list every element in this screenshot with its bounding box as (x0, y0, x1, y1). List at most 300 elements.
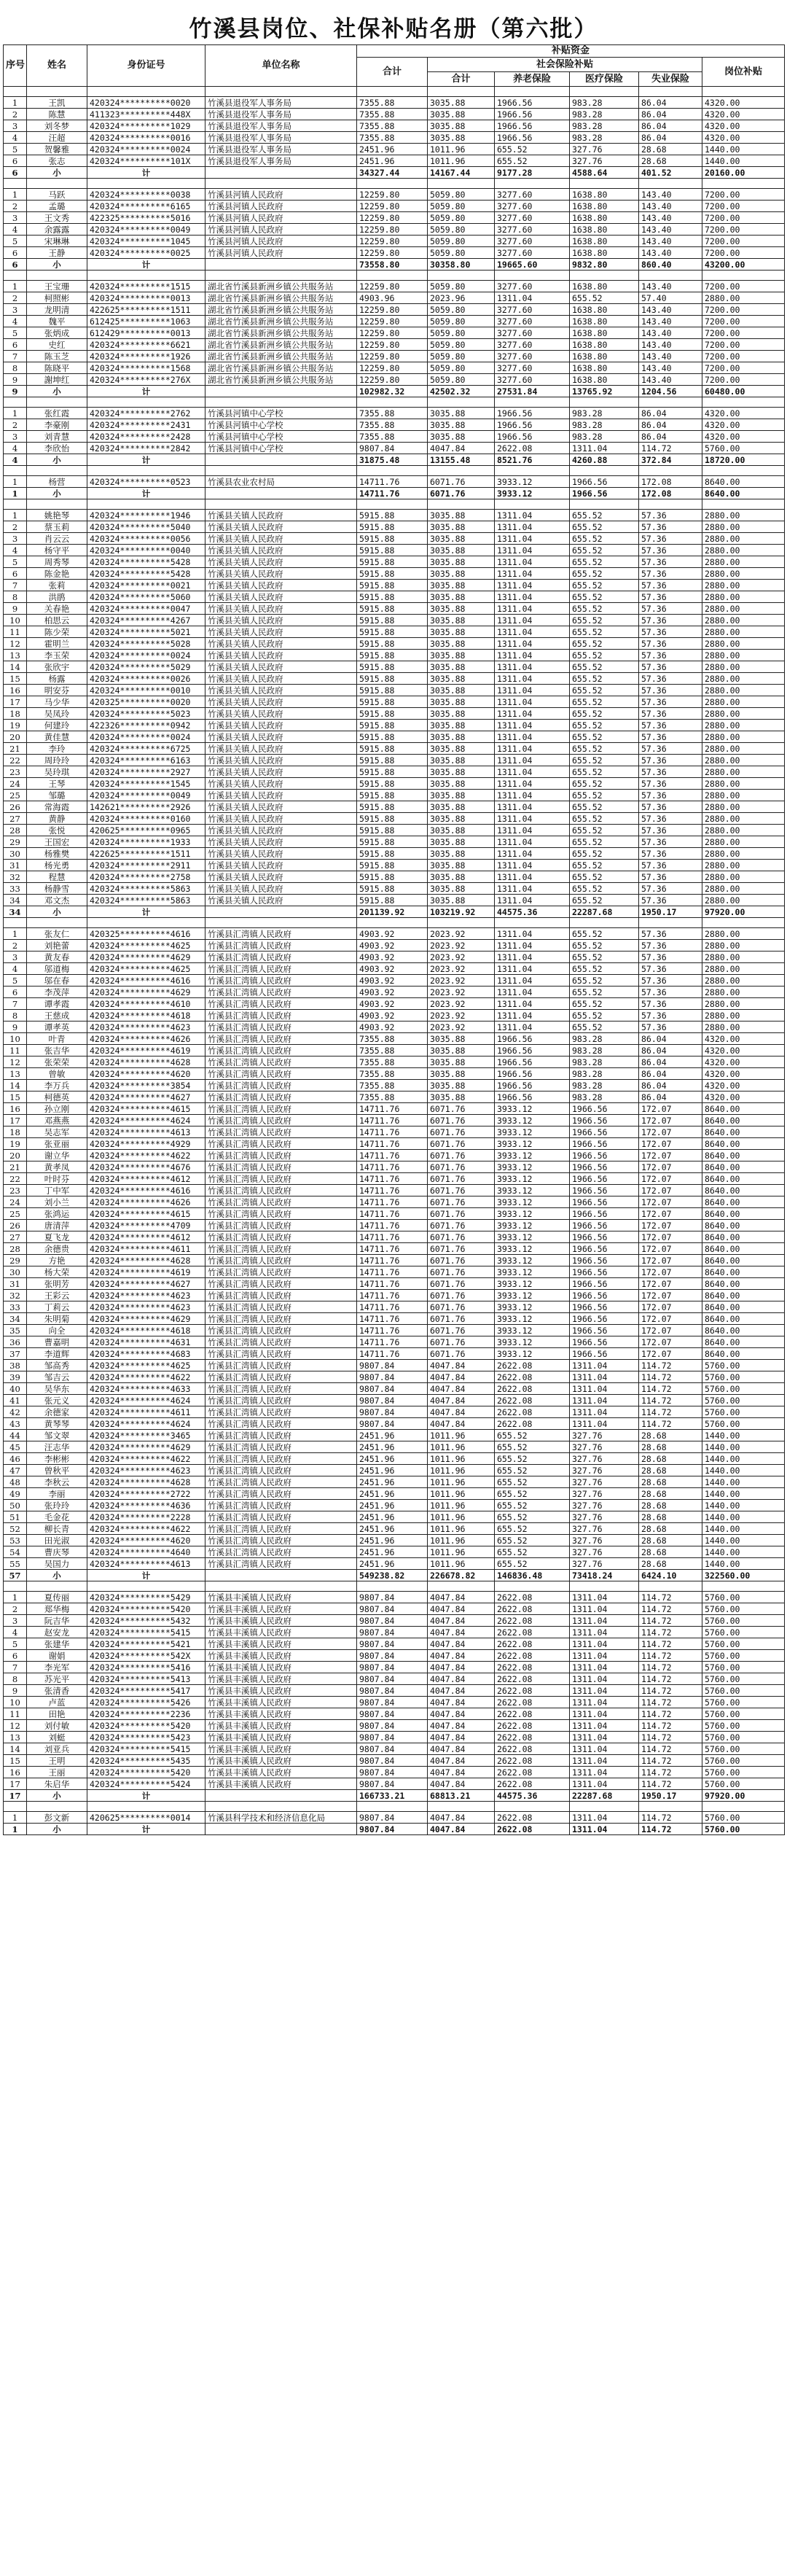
row-total: 2451.96 (357, 1465, 428, 1476)
row-id: 420324**********2911 (87, 860, 205, 871)
subtotal-row (4, 1824, 785, 1835)
row-pension: 3933.12 (495, 1150, 570, 1161)
row-post: 2880.00 (702, 615, 785, 626)
row-id: 420324**********4626 (87, 1196, 205, 1208)
row-name: 王彩云 (27, 1290, 87, 1301)
row-post: 7200.00 (702, 316, 785, 327)
row-medical: 1966.56 (570, 1301, 639, 1313)
row-name: 刘冬梦 (27, 120, 87, 132)
row-seq: 32 (4, 1290, 27, 1301)
row-social-total: 3035.88 (428, 431, 495, 443)
row-id: 420324**********6165 (87, 201, 205, 212)
table-row (4, 1743, 785, 1755)
subtotal-label: 小 (27, 386, 87, 397)
row-unit: 竹溪县丰溪镇人民政府 (205, 1755, 357, 1767)
row-social-total: 6071.76 (428, 1208, 495, 1220)
row-pension: 1311.04 (495, 825, 570, 836)
row-id: 420324**********6725 (87, 743, 205, 755)
row-total: 4903.92 (357, 940, 428, 952)
row-pension: 1311.04 (495, 1022, 570, 1033)
row-unit: 竹溪县关镇人民政府 (205, 708, 357, 720)
row-id: 420324**********4676 (87, 1161, 205, 1173)
row-unemployment: 114.72 (639, 1627, 702, 1638)
table-row (4, 940, 785, 952)
row-pension: 1311.04 (495, 591, 570, 603)
row-total: 9807.84 (357, 1395, 428, 1406)
subtotal-medical: 4588.64 (570, 167, 639, 179)
row-id: 420324**********5423 (87, 1732, 205, 1743)
row-name: 刘付敏 (27, 1720, 87, 1732)
row-unit: 竹溪县汇湾镇人民政府 (205, 975, 357, 987)
row-pension: 655.52 (495, 1558, 570, 1570)
row-total: 9807.84 (357, 1406, 428, 1418)
row-post: 2880.00 (702, 801, 785, 813)
subtotal-social-total: 14167.44 (428, 167, 495, 179)
row-name: 关春艳 (27, 603, 87, 615)
row-name: 柏思云 (27, 615, 87, 626)
row-id: 420324**********1515 (87, 281, 205, 292)
row-pension: 3933.12 (495, 476, 570, 488)
row-social-total: 3035.88 (428, 568, 495, 580)
row-unemployment: 57.36 (639, 963, 702, 975)
row-post: 8640.00 (702, 1126, 785, 1138)
row-seq: 14 (4, 1080, 27, 1092)
table-row (4, 1720, 785, 1732)
row-total: 9807.84 (357, 1778, 428, 1790)
row-unemployment: 172.07 (639, 1278, 702, 1290)
row-medical: 327.76 (570, 1523, 639, 1535)
table-row (4, 1778, 785, 1790)
row-total: 9807.84 (357, 1697, 428, 1708)
row-unemployment: 114.72 (639, 443, 702, 454)
row-seq: 41 (4, 1395, 27, 1406)
row-id: 420324**********4610 (87, 998, 205, 1010)
row-name: 王琴 (27, 778, 87, 790)
row-unemployment: 28.68 (639, 1535, 702, 1546)
row-id: 420324**********1545 (87, 778, 205, 790)
row-medical: 1966.56 (570, 1255, 639, 1266)
row-pension: 655.52 (495, 1535, 570, 1546)
table-row (4, 696, 785, 708)
spacer-cell (570, 87, 639, 97)
row-id: 420324**********0013 (87, 292, 205, 304)
row-post: 7200.00 (702, 374, 785, 386)
subtotal-total: 31875.48 (357, 454, 428, 466)
row-medical: 655.52 (570, 673, 639, 685)
row-social-total: 4047.84 (428, 1708, 495, 1720)
row-seq: 29 (4, 836, 27, 848)
row-unemployment: 114.72 (639, 1371, 702, 1383)
row-social-total: 1011.96 (428, 1430, 495, 1441)
row-unit: 竹溪县汇湾镇人民政府 (205, 1453, 357, 1465)
row-pension: 655.52 (495, 1500, 570, 1511)
row-social-total: 6071.76 (428, 1313, 495, 1325)
spacer-cell (428, 1802, 495, 1812)
row-unit: 竹溪县关镇人民政府 (205, 521, 357, 533)
table-row (4, 339, 785, 351)
table-row (4, 603, 785, 615)
row-unemployment: 28.68 (639, 144, 702, 155)
row-medical: 327.76 (570, 1546, 639, 1558)
table-row (4, 1558, 785, 1570)
row-total: 2451.96 (357, 1453, 428, 1465)
row-unemployment: 57.36 (639, 825, 702, 836)
row-pension: 1311.04 (495, 860, 570, 871)
subtotal-count: 57 (4, 1570, 27, 1581)
row-medical: 1966.56 (570, 1173, 639, 1185)
subtotal-row (4, 1570, 785, 1581)
spacer-cell (357, 271, 428, 281)
row-post: 2880.00 (702, 673, 785, 685)
row-pension: 2622.08 (495, 1638, 570, 1650)
row-social-total: 1011.96 (428, 1511, 495, 1523)
subtotal-total: 14711.76 (357, 488, 428, 499)
subtotal-row (4, 386, 785, 397)
row-unemployment: 28.68 (639, 1430, 702, 1441)
row-social-total: 6071.76 (428, 476, 495, 488)
row-name: 黄琴琴 (27, 1418, 87, 1430)
row-pension: 1311.04 (495, 813, 570, 825)
row-total: 12259.80 (357, 316, 428, 327)
row-id: 420324**********3854 (87, 1080, 205, 1092)
row-social-total: 5059.80 (428, 224, 495, 236)
row-seq: 24 (4, 1196, 27, 1208)
row-id: 420324**********4619 (87, 1045, 205, 1057)
row-seq: 15 (4, 1092, 27, 1103)
row-medical: 1311.04 (570, 1743, 639, 1755)
row-unit: 竹溪县关镇人民政府 (205, 626, 357, 638)
row-total: 7355.88 (357, 1057, 428, 1068)
table-row (4, 1173, 785, 1185)
row-unemployment: 28.68 (639, 1488, 702, 1500)
row-seq: 2 (4, 109, 27, 120)
subtotal-medical: 1311.04 (570, 1824, 639, 1835)
row-unit: 竹溪县汇湾镇人民政府 (205, 1092, 357, 1103)
spacer-cell (495, 499, 570, 510)
row-post: 5760.00 (702, 1383, 785, 1395)
row-post: 7200.00 (702, 281, 785, 292)
row-unemployment: 143.40 (639, 189, 702, 201)
table-row (4, 743, 785, 755)
row-id: 420324**********4611 (87, 1406, 205, 1418)
row-post: 5760.00 (702, 1406, 785, 1418)
row-seq: 51 (4, 1511, 27, 1523)
row-unit: 竹溪县关镇人民政府 (205, 615, 357, 626)
row-pension: 1311.04 (495, 801, 570, 813)
row-name: 陈慧 (27, 109, 87, 120)
row-id: 420625**********0014 (87, 1812, 205, 1824)
row-id: 420324**********1029 (87, 120, 205, 132)
row-id: 420324**********2758 (87, 871, 205, 883)
row-name: 吴志军 (27, 1126, 87, 1138)
row-pension: 3277.60 (495, 351, 570, 362)
row-id: 420324**********0049 (87, 790, 205, 801)
row-social-total: 3035.88 (428, 766, 495, 778)
row-social-total: 3035.88 (428, 860, 495, 871)
row-post: 4320.00 (702, 1033, 785, 1045)
row-pension: 2622.08 (495, 1720, 570, 1732)
row-id: 420324**********5420 (87, 1767, 205, 1778)
row-total: 2451.96 (357, 1523, 428, 1535)
row-id: 420324**********4683 (87, 1348, 205, 1360)
row-name: 杨大荣 (27, 1266, 87, 1278)
row-unit: 竹溪县关镇人民政府 (205, 755, 357, 766)
row-name: 吴玲琪 (27, 766, 87, 778)
row-name: 张鸿运 (27, 1208, 87, 1220)
table-row (4, 720, 785, 731)
row-social-total: 3035.88 (428, 790, 495, 801)
table-row (4, 545, 785, 556)
row-post: 5760.00 (702, 443, 785, 454)
row-unit: 竹溪县河镇人民政府 (205, 212, 357, 224)
row-post: 8640.00 (702, 1325, 785, 1336)
row-unit: 竹溪县河镇中心学校 (205, 408, 357, 419)
row-unit: 竹溪县汇湾镇人民政府 (205, 1476, 357, 1488)
row-unemployment: 57.36 (639, 871, 702, 883)
row-social-total: 2023.92 (428, 963, 495, 975)
row-medical: 1311.04 (570, 1638, 639, 1650)
row-unemployment: 28.68 (639, 1476, 702, 1488)
row-post: 5760.00 (702, 1697, 785, 1708)
row-unit: 竹溪县丰溪镇人民政府 (205, 1662, 357, 1673)
row-social-total: 6071.76 (428, 1150, 495, 1161)
row-post: 5760.00 (702, 1638, 785, 1650)
row-pension: 3933.12 (495, 1126, 570, 1138)
spacer-cell (428, 179, 495, 189)
row-unemployment: 143.40 (639, 327, 702, 339)
row-name: 曹庆琴 (27, 1546, 87, 1558)
table-row (4, 443, 785, 454)
group-spacer (4, 87, 785, 97)
subtotal-pension: 44575.36 (495, 1790, 570, 1802)
row-medical: 983.28 (570, 431, 639, 443)
row-post: 5760.00 (702, 1755, 785, 1767)
row-unit: 竹溪县汇湾镇人民政府 (205, 1336, 357, 1348)
row-pension: 3933.12 (495, 1336, 570, 1348)
row-medical: 655.52 (570, 801, 639, 813)
row-seq: 3 (4, 304, 27, 316)
row-medical: 655.52 (570, 836, 639, 848)
row-name: 肖云云 (27, 533, 87, 545)
row-pension: 3933.12 (495, 1103, 570, 1115)
subtotal-blank (205, 906, 357, 918)
row-medical: 1311.04 (570, 1371, 639, 1383)
row-seq: 4 (4, 443, 27, 454)
row-pension: 3933.12 (495, 1266, 570, 1278)
row-name: 邓文杰 (27, 895, 87, 906)
row-unit: 竹溪县关镇人民政府 (205, 533, 357, 545)
row-unemployment: 172.07 (639, 1301, 702, 1313)
subtotal-row (4, 259, 785, 271)
table-row (4, 247, 785, 259)
row-medical: 655.52 (570, 987, 639, 998)
row-post: 1440.00 (702, 1535, 785, 1546)
row-medical: 1638.80 (570, 316, 639, 327)
table-row (4, 580, 785, 591)
spacer-cell (428, 397, 495, 408)
row-pension: 3277.60 (495, 224, 570, 236)
row-unemployment: 114.72 (639, 1720, 702, 1732)
subtotal-total: 73558.80 (357, 259, 428, 271)
row-medical: 1311.04 (570, 1685, 639, 1697)
row-unit: 竹溪县丰溪镇人民政府 (205, 1650, 357, 1662)
row-unit: 竹溪县汇湾镇人民政府 (205, 1243, 357, 1255)
row-pension: 3933.12 (495, 1208, 570, 1220)
row-social-total: 6071.76 (428, 1115, 495, 1126)
row-total: 9807.84 (357, 1732, 428, 1743)
row-seq: 6 (4, 155, 27, 167)
row-seq: 1 (4, 97, 27, 109)
row-id: 612425**********1063 (87, 316, 205, 327)
row-post: 2880.00 (702, 963, 785, 975)
row-post: 2880.00 (702, 696, 785, 708)
row-pension: 3933.12 (495, 1220, 570, 1231)
row-social-total: 5059.80 (428, 316, 495, 327)
row-name: 谭孝霞 (27, 998, 87, 1010)
subtotal-pension: 44575.36 (495, 906, 570, 918)
row-name: 田光淑 (27, 1535, 87, 1546)
table-row (4, 1650, 785, 1662)
row-pension: 1311.04 (495, 510, 570, 521)
row-medical: 655.52 (570, 696, 639, 708)
row-post: 5760.00 (702, 1743, 785, 1755)
row-unemployment: 57.36 (639, 615, 702, 626)
row-social-total: 4047.84 (428, 1673, 495, 1685)
table-row (4, 1138, 785, 1150)
subtotal-count: 6 (4, 259, 27, 271)
spacer-cell (570, 397, 639, 408)
row-name: 刘亚兵 (27, 1743, 87, 1755)
row-unemployment: 114.72 (639, 1603, 702, 1615)
row-total: 14711.76 (357, 1325, 428, 1336)
row-unemployment: 143.40 (639, 339, 702, 351)
row-pension: 1311.04 (495, 638, 570, 650)
spacer-cell (205, 1581, 357, 1592)
row-id: 420324**********5060 (87, 591, 205, 603)
group-spacer (4, 271, 785, 281)
row-seq: 7 (4, 1662, 27, 1673)
row-social-total: 3035.88 (428, 615, 495, 626)
spacer-cell (702, 397, 785, 408)
row-post: 2880.00 (702, 836, 785, 848)
row-unemployment: 143.40 (639, 224, 702, 236)
row-name: 张元义 (27, 1395, 87, 1406)
row-total: 9807.84 (357, 443, 428, 454)
row-seq: 3 (4, 212, 27, 224)
row-medical: 655.52 (570, 743, 639, 755)
header-funds: 补贴资金 (357, 45, 785, 58)
row-unit: 竹溪县汇湾镇人民政府 (205, 1057, 357, 1068)
row-total: 5915.88 (357, 720, 428, 731)
row-unemployment: 57.36 (639, 928, 702, 940)
row-id: 420324**********101X (87, 155, 205, 167)
row-unit: 竹溪县汇湾镇人民政府 (205, 1150, 357, 1161)
row-seq: 2 (4, 1603, 27, 1615)
row-unit: 湖北省竹溪县新洲乡镇公共服务站 (205, 304, 357, 316)
row-name: 蔡玉莉 (27, 521, 87, 533)
row-seq: 3 (4, 1615, 27, 1627)
row-medical: 1311.04 (570, 1812, 639, 1824)
row-id: 420324**********4623 (87, 1301, 205, 1313)
row-unit: 竹溪县汇湾镇人民政府 (205, 1313, 357, 1325)
row-social-total: 6071.76 (428, 1290, 495, 1301)
row-post: 1440.00 (702, 1430, 785, 1441)
table-row (4, 731, 785, 743)
row-total: 5915.88 (357, 626, 428, 638)
row-social-total: 3035.88 (428, 638, 495, 650)
row-seq: 23 (4, 1185, 27, 1196)
row-total: 12259.80 (357, 339, 428, 351)
header-total: 合计 (357, 58, 428, 87)
row-post: 7200.00 (702, 351, 785, 362)
row-unit: 竹溪县关镇人民政府 (205, 801, 357, 813)
row-medical: 1966.56 (570, 1266, 639, 1278)
row-unemployment: 114.72 (639, 1755, 702, 1767)
row-name: 谢娟 (27, 1650, 87, 1662)
row-unemployment: 86.04 (639, 408, 702, 419)
row-medical: 655.52 (570, 778, 639, 790)
row-seq: 10 (4, 1033, 27, 1045)
table-row (4, 1045, 785, 1057)
row-medical: 983.28 (570, 1033, 639, 1045)
row-name: 田艳 (27, 1708, 87, 1720)
row-total: 7355.88 (357, 1092, 428, 1103)
row-unit: 竹溪县丰溪镇人民政府 (205, 1685, 357, 1697)
row-id: 420324**********5416 (87, 1662, 205, 1673)
spacer-cell (639, 397, 702, 408)
row-id: 422325**********5016 (87, 212, 205, 224)
row-total: 5915.88 (357, 848, 428, 860)
row-total: 14711.76 (357, 1255, 428, 1266)
row-unit: 竹溪县丰溪镇人民政府 (205, 1708, 357, 1720)
row-name: 李豪刚 (27, 419, 87, 431)
row-unit: 竹溪县汇湾镇人民政府 (205, 1208, 357, 1220)
row-total: 9807.84 (357, 1743, 428, 1755)
row-name: 彭文新 (27, 1812, 87, 1824)
row-unit: 竹溪县汇湾镇人民政府 (205, 940, 357, 952)
row-unemployment: 143.40 (639, 236, 702, 247)
row-name: 刘蜓 (27, 1732, 87, 1743)
row-pension: 1311.04 (495, 696, 570, 708)
row-social-total: 2023.92 (428, 1022, 495, 1033)
spacer-cell (4, 466, 27, 476)
row-unemployment: 172.07 (639, 1126, 702, 1138)
row-medical: 1311.04 (570, 1708, 639, 1720)
row-total: 2451.96 (357, 155, 428, 167)
row-id: 420324**********0010 (87, 685, 205, 696)
table-row (4, 1476, 785, 1488)
row-social-total: 3035.88 (428, 685, 495, 696)
row-pension: 1966.56 (495, 97, 570, 109)
row-total: 9807.84 (357, 1615, 428, 1627)
table-row (4, 419, 785, 431)
row-total: 5915.88 (357, 533, 428, 545)
row-id: 420324**********2431 (87, 419, 205, 431)
row-post: 1440.00 (702, 1558, 785, 1570)
row-seq: 6 (4, 1650, 27, 1662)
row-social-total: 4047.84 (428, 1697, 495, 1708)
row-id: 420324**********5415 (87, 1743, 205, 1755)
row-name: 苏光平 (27, 1673, 87, 1685)
row-unemployment: 114.72 (639, 1732, 702, 1743)
row-social-total: 6071.76 (428, 1325, 495, 1336)
row-seq: 26 (4, 1220, 27, 1231)
row-unit: 竹溪县汇湾镇人民政府 (205, 1080, 357, 1092)
row-id: 420324**********4627 (87, 1092, 205, 1103)
row-post: 2880.00 (702, 813, 785, 825)
row-unit: 竹溪县丰溪镇人民政府 (205, 1627, 357, 1638)
row-name: 张友仁 (27, 928, 87, 940)
